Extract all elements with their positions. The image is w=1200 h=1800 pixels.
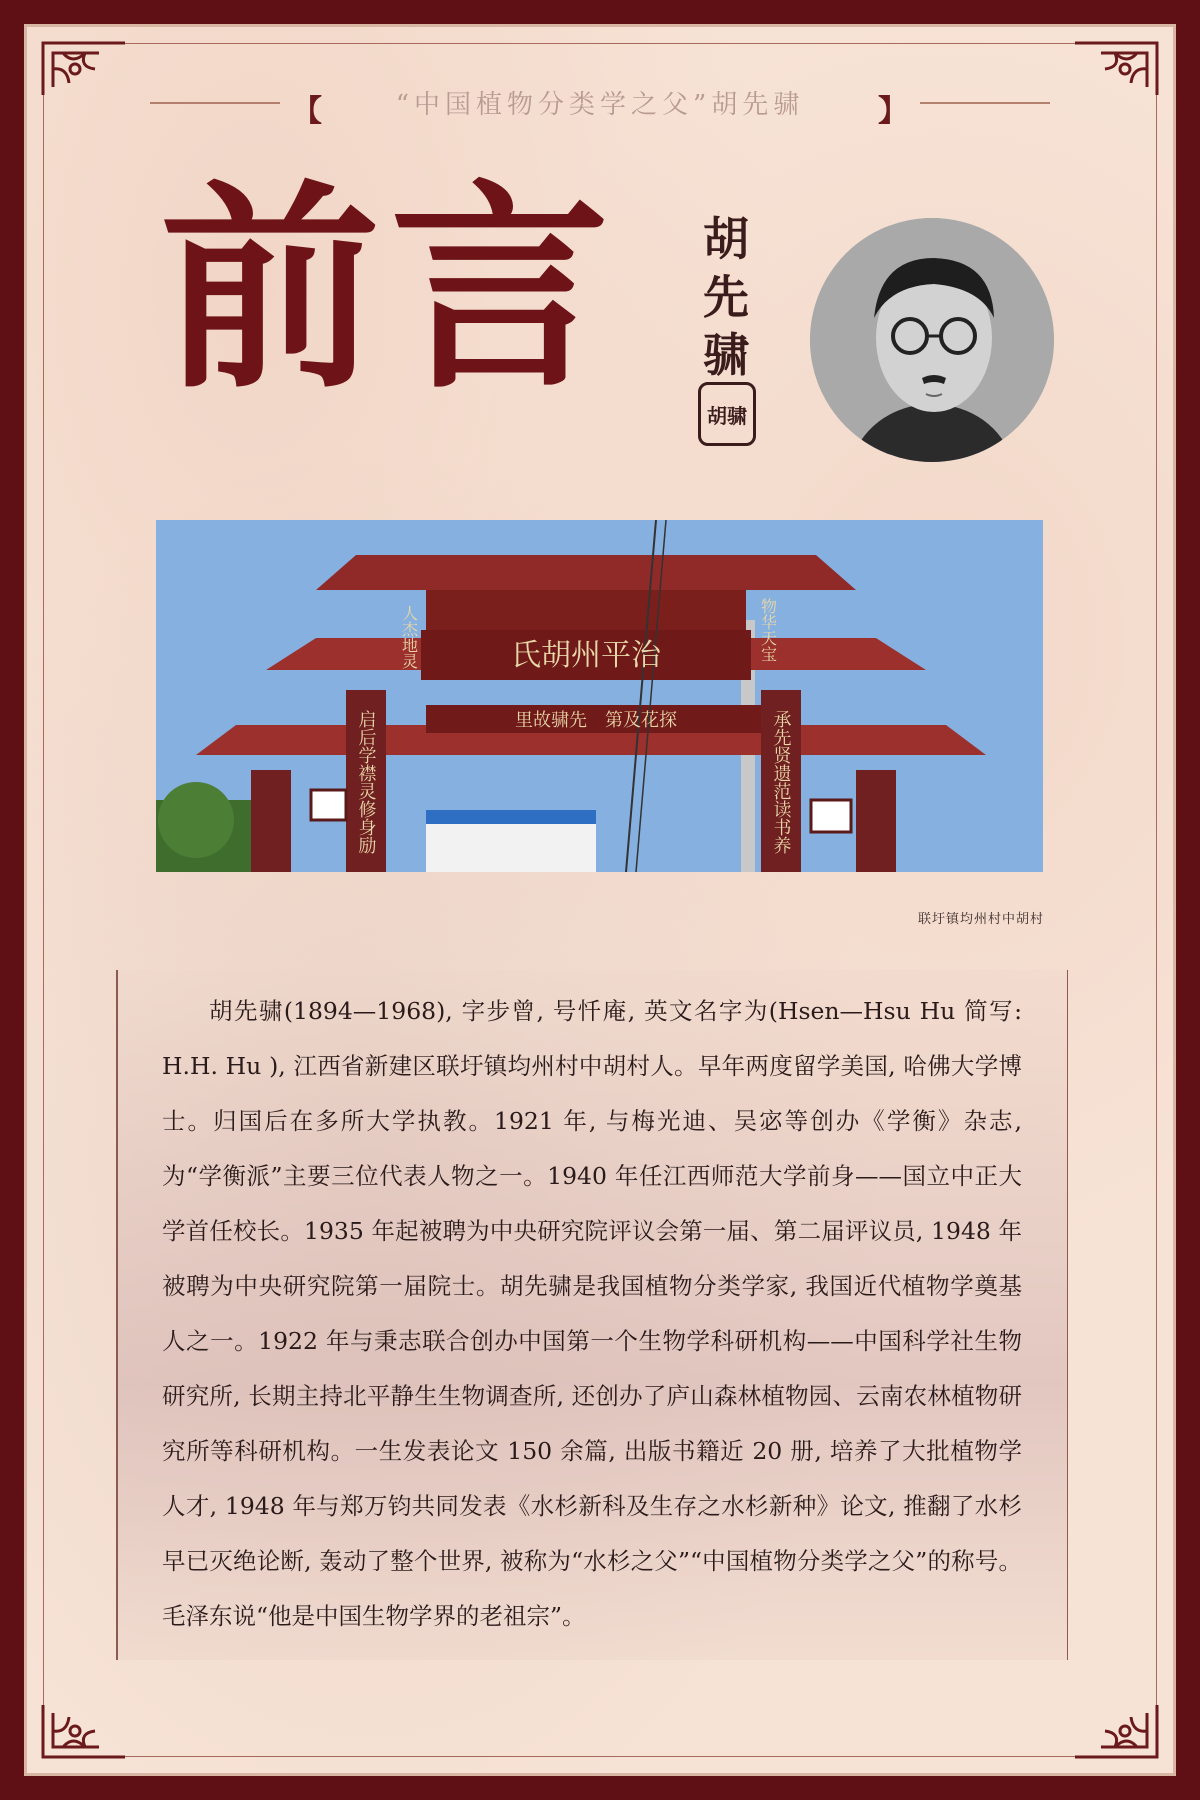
corner-ornament-icon <box>39 1701 129 1761</box>
couplet-left-top: 人杰地灵 <box>399 605 419 669</box>
body-text-box <box>116 970 1068 1660</box>
header-subtitle-bar <box>0 80 1200 129</box>
header-divider-left <box>150 102 280 104</box>
seal-stamp: 胡骕 <box>698 382 756 446</box>
photo-caption: 联圩镇均州村中胡村 <box>917 912 1044 927</box>
signature-char: 骕 <box>703 328 749 382</box>
text-box-rule-left <box>116 970 118 1660</box>
signature-char: 先 <box>703 270 749 324</box>
arch-main-plaque: 氏胡州平治 <box>511 638 661 673</box>
text-box-rule-right <box>1067 970 1069 1660</box>
header-subtitle: “中国植物分类学之父”胡先骕 <box>395 90 805 120</box>
corner-ornament-icon <box>1071 1701 1161 1761</box>
pillar-right: 承先贤遗范读书养 <box>770 710 792 854</box>
couplet-right-top: 物华天宝 <box>758 598 778 662</box>
arch-lower-plaque: 里故骕先 第及花探 <box>515 710 677 731</box>
page-title: 前言 <box>160 162 621 418</box>
pillar-left: 启后学襟灵修身励 <box>355 710 377 854</box>
header-divider-right <box>920 102 1050 104</box>
header-bracket-right: 】 <box>878 94 908 129</box>
header-bracket-left: 【 <box>292 94 322 129</box>
portrait-photo <box>810 218 1054 462</box>
signature <box>700 210 752 384</box>
signature-char: 胡 <box>703 212 749 266</box>
body-paragraph: 胡先骕(1894—1968), 字步曾, 号忏庵, 英文名字为(Hsen—Hsu Hu 简写: H.H. Hu ), 江西省新建区联圩镇均州村中胡村人。早年两度留学美国, 哈佛大学博士。归国后在多所大学执教。1921 年, 与梅光迪、吴宓等创办《学衡》杂志, 为“学衡派”主要三位代表人物之一。1940 年任江西师范大学前身——国立中正大学首任校长。1935 年起被聘为中央研究院评议会第一届、第二届评议员, 1948 年被聘为中央研究院第一届院士。胡先骕是我国植物分类学家, 我国近代植物学奠基人之一。1922 年与秉志联合创办中国第一个生物学科研机构——中国科学社生物研究所, 长期主持北平静生生物调查所, 还创办了庐山森林植物园、云南农林植物研究所等科研机构。一生发表论文 150 余篇, 出版书籍近 20 册, 培养了大批植物学人才, 1948 年与郑万钧共同发表《水杉新科及生存之水杉新种》论文, 推翻了水杉早已灭绝论断, 轰动了整个世界, 被称为“水杉之父”“中国植物分类学之父”的称号。毛泽东说“他是中国生物学界的老祖宗”。 <box>162 997 1022 1630</box>
memorial-arch-photo <box>156 520 1043 872</box>
